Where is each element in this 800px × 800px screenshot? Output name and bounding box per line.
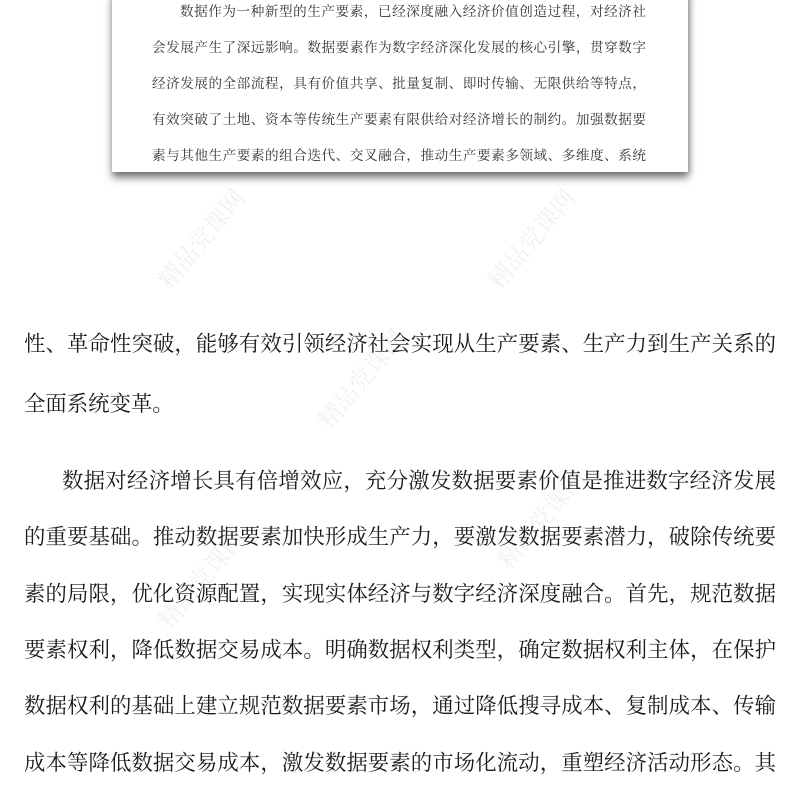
paragraph-line: 要素权利，降低数据交易成本。明确数据权利类型，确定数据权利主体，在保护 <box>24 638 776 663</box>
watermark: 精品党课网 <box>152 524 252 635</box>
watermark: 精品党课网 <box>492 464 592 575</box>
paragraph-line: 性、革命性突破，能够有效引领经济社会实现从生产要素、生产力到生产关系的 <box>24 332 776 357</box>
paragraph-line: 的重要基础。推动数据要素加快形成生产力，要激发数据要素潜力，破除传统要 <box>24 525 776 550</box>
paragraph-line: 素的局限，优化资源配置，实现实体经济与数字经济深度融合。首先，规范数据 <box>24 582 776 607</box>
watermark: 精品党课网 <box>482 184 582 295</box>
watermark: 精品党课网 <box>312 324 412 435</box>
card-line: 素与其他生产要素的组合迭代、交叉融合，推动生产要素多领域、多维度、系统 <box>152 148 646 164</box>
quoted-excerpt-card <box>112 0 688 172</box>
paragraph-line: 数据对经济增长具有倍增效应，充分激发数据要素价值是推进数字经济发展 <box>62 469 776 494</box>
paragraph-line: 成本等降低数据交易成本，激发数据要素的市场化流动，重塑经济活动形态。其 <box>24 751 776 776</box>
card-line: 会发展产生了深远影响。数据要素作为数字经济深化发展的核心引擎，贯穿数字 <box>152 40 646 56</box>
card-line: 有效突破了土地、资本等传统生产要素有限供给对经济增长的制约。加强数据要 <box>152 112 646 128</box>
paragraph-line: 全面系统变革。 <box>24 392 174 417</box>
card-line: 数据作为一种新型的生产要素，已经深度融入经济价值创造过程，对经济社 <box>180 4 646 20</box>
watermark: 精品党课网 <box>152 184 252 295</box>
paragraph-line: 数据权利的基础上建立规范数据要素市场，通过降低搜寻成本、复制成本、传输 <box>24 694 776 719</box>
card-line: 经济发展的全部流程，具有价值共享、批量复制、即时传输、无限供给等特点， <box>152 76 646 92</box>
